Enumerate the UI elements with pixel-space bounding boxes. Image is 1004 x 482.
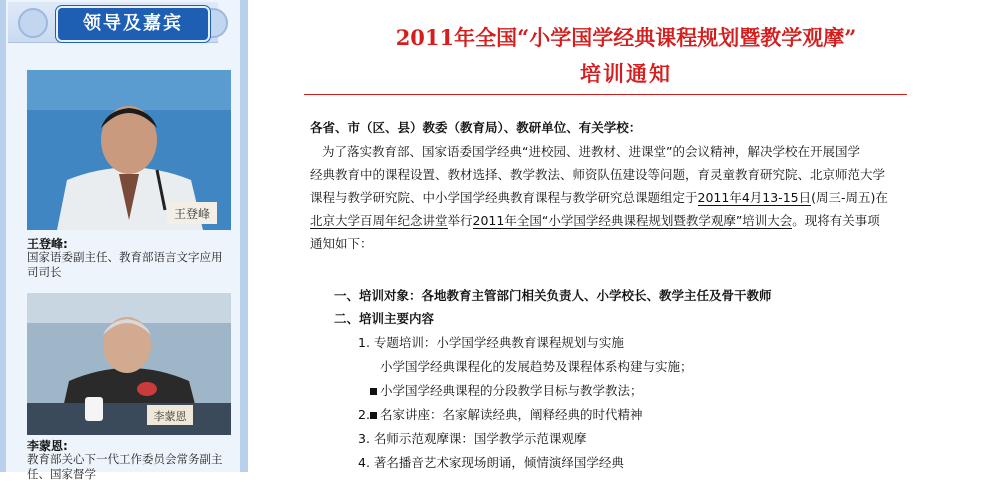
list-item <box>358 405 642 423</box>
person-name: 王登峰: <box>27 237 68 251</box>
section-training-content: 二、培训主要内容 <box>334 311 435 326</box>
paragraph-text: 。现将有关事项 <box>792 213 880 228</box>
notice-content <box>248 0 1004 472</box>
person-photo-image <box>27 293 231 435</box>
event-venue: 北京大学百周年纪念讲堂 <box>310 213 448 228</box>
paragraph-line: 为了落实教育部、国家语委国学经典“进校园、进教材、进课堂”的会议精神，解决学校在开展国学 <box>322 144 860 159</box>
paragraph-line <box>310 211 880 229</box>
paragraph-line: 通知如下： <box>310 236 373 251</box>
list-item: 小学国学经典课程化的发展趋势及课程体系构建与实施； <box>380 359 693 374</box>
list-item-number: 2. <box>358 407 370 422</box>
nameplate-text: 王登峰 <box>173 207 211 221</box>
list-item: 4. 著名播音艺术家现场朗诵，倾情演绎国学经典 <box>358 455 624 470</box>
notice-subtitle: 培训通知 <box>580 61 672 86</box>
list-item <box>370 381 643 399</box>
nameplate-text: 李蒙恩 <box>153 410 187 423</box>
greeting: 各省、市（区、县）教委（教育局）、教研单位、有关学校： <box>310 120 642 135</box>
section-training-target: 一、培训对象：各地教育主管部门相关负责人、小学校长、教学主任及骨干教师 <box>334 288 772 303</box>
banner-title: 领导及嘉宾 <box>56 6 210 42</box>
title-divider <box>304 94 907 95</box>
list-item: 1. 专题培训：小学国学经典教育课程规划与实施 <box>358 335 624 350</box>
event-name: 2011年全国“小学国学经典课程规划暨教学观摩”培训大会 <box>472 213 793 228</box>
paragraph-text: (周三-周五)在 <box>811 190 888 205</box>
person-description: 教育部关心下一代工作委员会常务副主任、国家督学 <box>27 452 223 481</box>
paragraph-text: 举行 <box>447 213 473 228</box>
event-date: 2011年4月13-15日 <box>697 190 812 205</box>
person-photo[interactable] <box>27 70 231 230</box>
list-item: 3. 名师示范观摩课：国学教学示范课观摩 <box>358 431 587 446</box>
person-photo[interactable] <box>27 293 231 435</box>
paragraph-line: 经典教育中的课程设置、教材选择、教学教法、师资队伍建设等问题，育灵童教育研究院、北京师范大学 <box>310 167 886 182</box>
notice-title: 2011年全国“小学国学经典课程规划暨教学观摩” <box>395 25 857 50</box>
person-description: 国家语委副主任、教育部语言文字应用司司长 <box>27 250 223 279</box>
sidebar-banner <box>8 2 218 43</box>
paragraph-line <box>310 188 888 206</box>
list-item-text: 名家讲座：名家解读经典，阐释经典的时代精神 <box>379 407 643 422</box>
square-bullet-icon <box>370 388 377 395</box>
square-bullet-icon <box>370 412 377 419</box>
person-name: 李蒙恩: <box>27 439 68 453</box>
cloud-ornament-icon <box>18 8 48 38</box>
paragraph-text: 课程与教学研究院、中小学国学经典教育课程与教学研究总课题组定于 <box>310 190 698 205</box>
person-photo-image <box>27 70 231 230</box>
list-item-text: 小学国学经典课程的分段教学目标与教学教法； <box>380 383 643 398</box>
sidebar <box>0 0 248 481</box>
